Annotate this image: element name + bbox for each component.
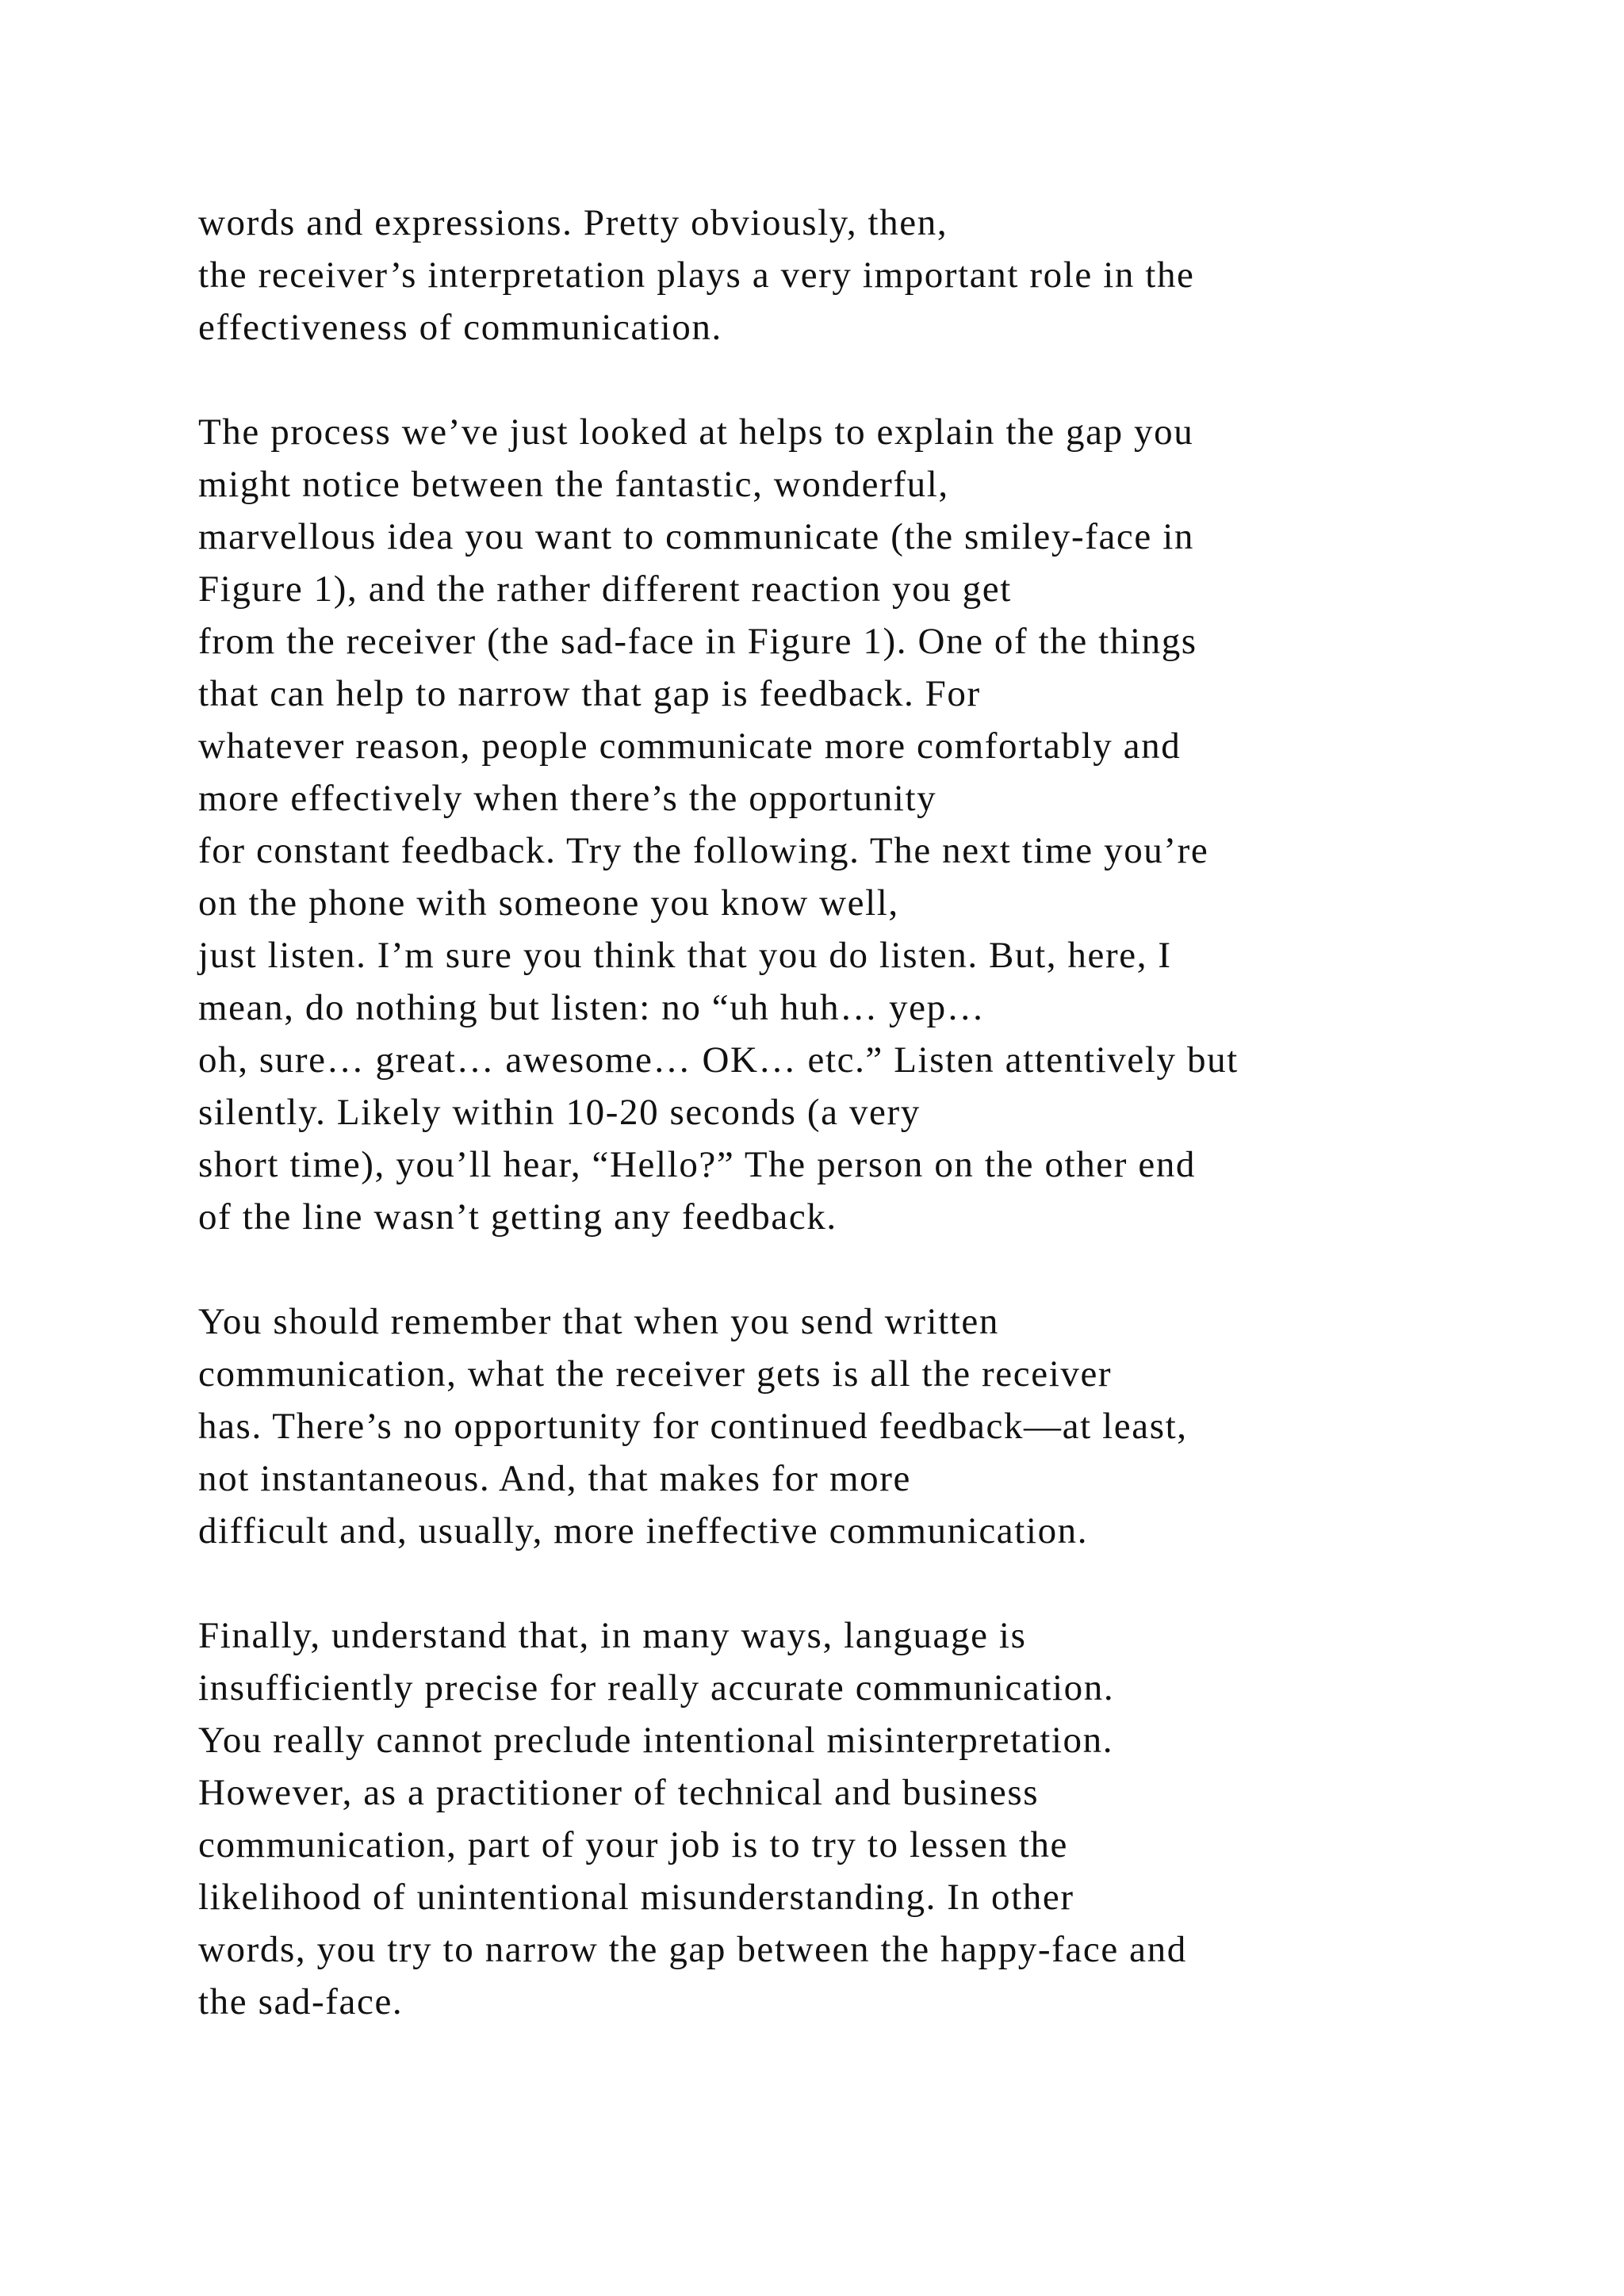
paragraph-3 [198, 1295, 1515, 1557]
text-line: the receiver’s interpretation plays a very important role in the [198, 254, 1195, 296]
text-line: the sad-face. [198, 1981, 404, 2022]
text-line: likelihood of unintentional misunderstanding. In other [198, 1877, 1074, 1918]
text-line: has. There’s no opportunity for continued feedback—at least, [198, 1406, 1188, 1447]
text-line: communication, what the receiver gets is all the receiver [198, 1353, 1113, 1395]
text-line: silently. Likely within 10-20 seconds (a very [198, 1092, 921, 1133]
text-line: more effectively when there’s the opportunity [198, 778, 937, 819]
text-line: difficult and, usually, more ineffective communication. [198, 1510, 1089, 1552]
text-line: mean, do nothing but listen: no “uh huh… yep… [198, 987, 986, 1028]
text-line: not instantaneous. And, that makes for more [198, 1458, 911, 1499]
text-line: Finally, understand that, in many ways, language is [198, 1615, 1027, 1656]
text-line: oh, sure… great… awesome… OK… etc.” Listen attentively but [198, 1039, 1239, 1081]
text-line: might notice between the fantastic, wonderful, [198, 464, 949, 505]
text-line: whatever reason, people communicate more comfortably and [198, 725, 1182, 767]
body-text [198, 197, 1515, 2080]
paragraph-2 [198, 406, 1515, 1243]
text-line: words and expressions. Pretty obviously, then, [198, 202, 948, 243]
text-line: The process we’ve just looked at helps to explain the gap you [198, 411, 1194, 453]
text-line: However, as a practitioner of technical and business [198, 1772, 1040, 1813]
text-line: for constant feedback. Try the following. The next time you’re [198, 830, 1209, 871]
text-line: You really cannot preclude intentional misinterpretation. [198, 1720, 1114, 1761]
paragraph-1 [198, 197, 1515, 354]
text-line: effectiveness of communication. [198, 307, 722, 348]
text-line: Figure 1), and the rather different reaction you get [198, 568, 1012, 610]
text-line: that can help to narrow that gap is feedback. For [198, 673, 981, 714]
text-line: of the line wasn’t getting any feedback. [198, 1196, 837, 1238]
text-line: You should remember that when you send written [198, 1301, 999, 1342]
text-line: short time), you’ll hear, “Hello?” The person on the other end [198, 1144, 1197, 1185]
text-line: marvellous idea you want to communicate (the smiley-face in [198, 516, 1194, 557]
text-line: on the phone with someone you know well, [198, 882, 899, 924]
paragraph-4 [198, 1609, 1515, 2028]
text-line: insufficiently precise for really accurate communication. [198, 1667, 1115, 1709]
text-line: words, you try to narrow the gap between the happy-face and [198, 1929, 1187, 1970]
text-line: just listen. I’m sure you think that you do listen. But, here, I [198, 935, 1172, 976]
text-line: from the receiver (the sad-face in Figure 1). One of the things [198, 621, 1197, 662]
text-line: communication, part of your job is to try to lessen the [198, 1824, 1069, 1866]
